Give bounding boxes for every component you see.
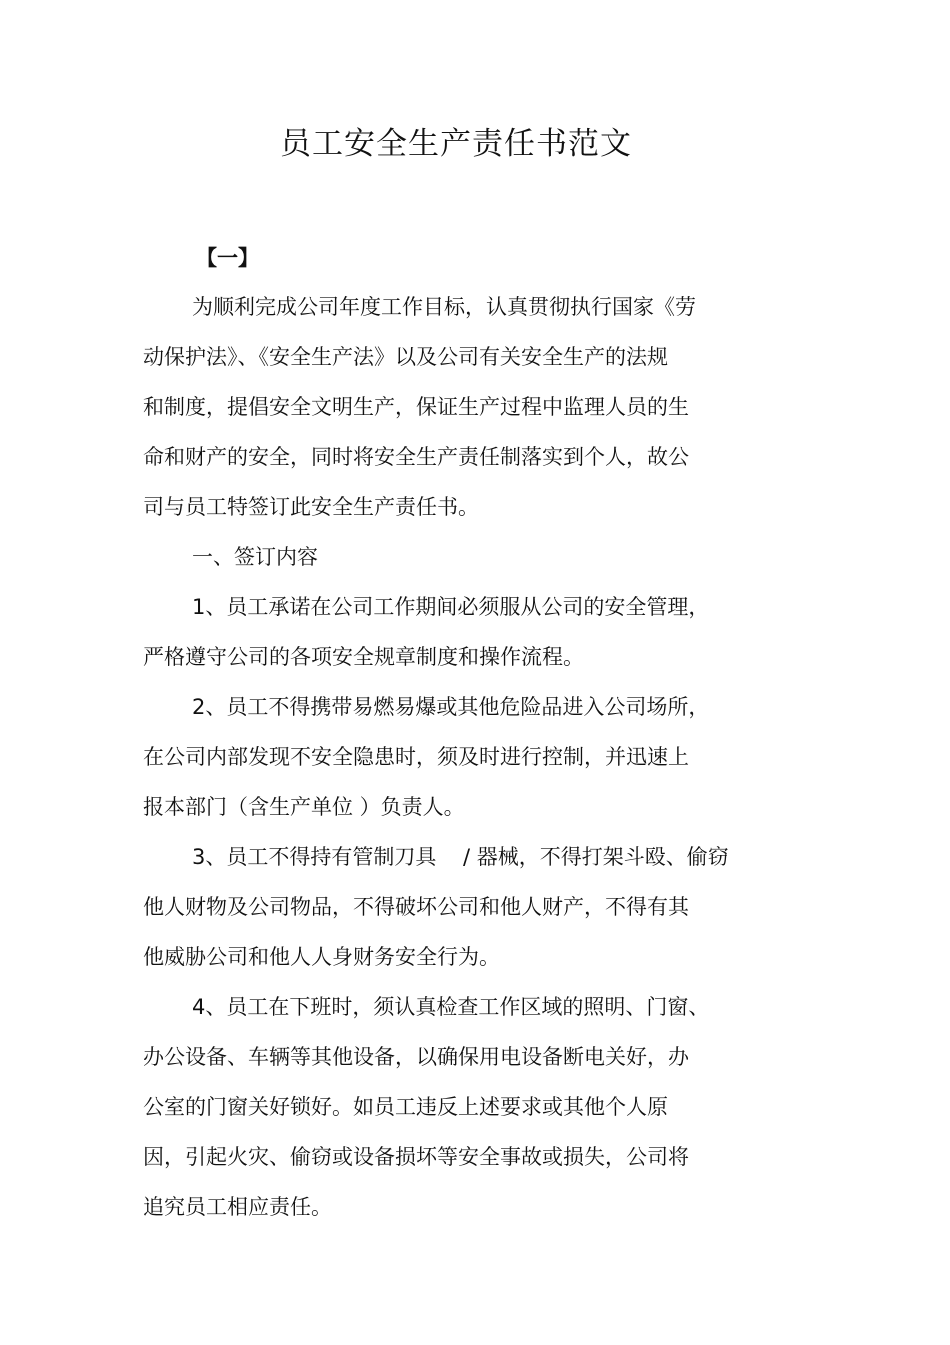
paragraph-line: 司与员工特签订此安全生产责任书。 (143, 495, 479, 519)
paragraph-line: 命和财产的安全，同时将安全生产责任制落实到个人，故公 (143, 445, 689, 469)
paragraph-line: 报本部门（含生产单位 ）负责人。 (143, 795, 465, 819)
paragraph-line: 办公设备、车辆等其他设备，以确保用电设备断电关好，办 (143, 1045, 689, 1069)
paragraph-line: 因，引起火灾、偷窃或设备损坏等安全事故或损失，公司将 (143, 1145, 689, 1169)
paragraph-line: 他威胁公司和他人人身财务安全行为。 (143, 945, 500, 969)
document-title: 员工安全生产责任书范文 (280, 126, 632, 162)
paragraph-line: 公室的门窗关好锁好。如员工违反上述要求或其他个人原 (143, 1095, 668, 1119)
paragraph-line: 和制度，提倡安全文明生产，保证生产过程中监理人员的生 (143, 395, 689, 419)
subsection-heading: 一、签订内容 (192, 545, 318, 569)
paragraph-line: 动保护法》、《安全生产法》以及公司有关安全生产的法规 (143, 345, 668, 369)
paragraph-line: 3、员工不得持有管制刀具 / 器械，不得打架斗殴、偷窃 (192, 845, 729, 869)
paragraph-line: 4、员工在下班时，须认真检查工作区域的照明、门窗、 (192, 995, 710, 1019)
paragraph-line: 追究员工相应责任。 (143, 1195, 332, 1219)
paragraph-line: 2、员工不得携带易燃易爆或其他危险品进入公司场所， (192, 695, 710, 719)
paragraph-line: 他人财物及公司物品，不得破坏公司和他人财产，不得有其 (143, 895, 689, 919)
paragraph-line: 1、员工承诺在公司工作期间必须服从公司的安全管理， (192, 595, 710, 619)
section-heading: 【一】 (196, 246, 259, 270)
paragraph-line: 在公司内部发现不安全隐患时，须及时进行控制，并迅速上 (143, 745, 689, 769)
paragraph-line: 严格遵守公司的各项安全规章制度和操作流程。 (143, 645, 584, 669)
paragraph-line: 为顺利完成公司年度工作目标，认真贯彻执行国家《劳 (192, 295, 696, 319)
